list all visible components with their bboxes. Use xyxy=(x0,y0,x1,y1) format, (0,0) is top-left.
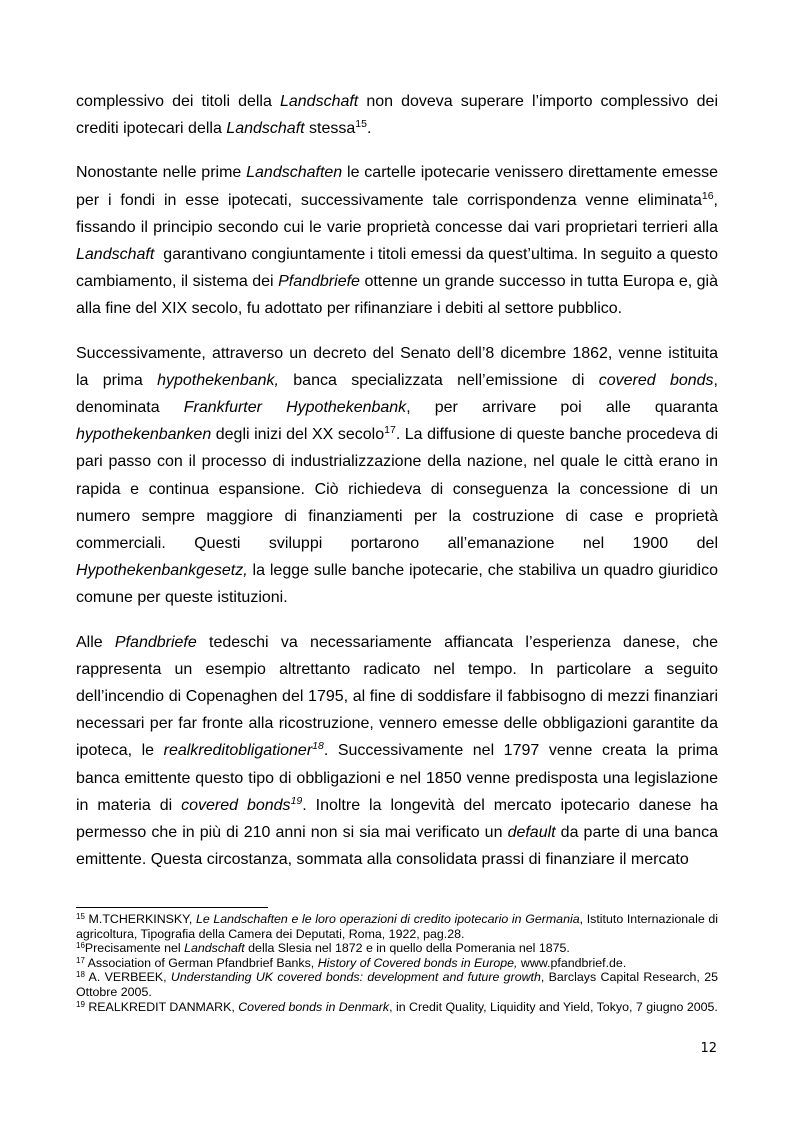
paragraph-4 xyxy=(76,629,718,874)
text-run: A. VERBEEK, xyxy=(84,970,171,985)
italic-term: hypothekenbanken xyxy=(76,426,212,444)
italic-term: Landschaft xyxy=(279,93,359,110)
text-run: , fissando il principio secondo cui le varie proprietà concesse dai vari proprietari terrieri alla xyxy=(76,191,718,236)
text-run: , Barclays Capital Research, 25 Ottobre 2005. xyxy=(76,970,718,999)
footnote-15 xyxy=(76,912,718,941)
text-run: degli inizi del XX secolo xyxy=(211,426,385,444)
text-run: tedeschi va necessariamente affiancata l’esperienza danese, che rappresenta un esempio altrettanto radicato nel tempo. In particolare a seguito dell’incendio di Copenaghen del 1795, al fine di soddisfare il fabbisogno di mezzi finanziari necessari per far fronte alla ricostruzione, vennero emesse delle obbligazioni garantite da ipoteca, le xyxy=(76,633,718,760)
italic-title: Understanding UK covered bonds: development and future growth xyxy=(170,970,541,985)
footnote-number: 19 xyxy=(76,999,85,1009)
italic-term: realkreditobligationer xyxy=(163,742,313,760)
text-run: M.TCHERKINSKY, xyxy=(84,912,196,926)
footnote-ref: 16 xyxy=(701,189,714,202)
paragraph-2 xyxy=(76,159,723,322)
main-text xyxy=(76,88,723,890)
footnote-19 xyxy=(76,1000,718,1015)
text-run: Nonostante nelle prime xyxy=(76,164,247,182)
italic-title: History of Covered bonds in Europe, xyxy=(317,955,518,970)
italic-term: Frankfurter Hypothekenbank xyxy=(183,399,407,417)
italic-term: hypothekenbank, xyxy=(157,371,279,389)
text-run: Precisamente nel xyxy=(84,941,185,956)
text-run: non doveva superare l’importo complessivo dei crediti ipotecari della xyxy=(76,93,719,138)
italic-title: Covered bonds in Denmark xyxy=(238,999,390,1014)
text-run: Alle xyxy=(76,633,115,651)
paragraph-1 xyxy=(76,88,718,142)
italic-term: Landschaften xyxy=(246,164,343,182)
paragraph-3 xyxy=(76,340,718,612)
text-run: banca specializzata nell’emissione di xyxy=(278,371,599,389)
text-run: REALKREDIT DANMARK, xyxy=(84,999,239,1014)
text-run: la legge sulle banche ipotecarie, che stabiliva un quadro giuridico comune per queste istituzioni. xyxy=(76,562,718,607)
italic-term: Pfandbriefe xyxy=(114,633,197,651)
footnote-number: 15 xyxy=(76,912,85,921)
text-run: ottenne un grande successo in tutta Europa e, già alla fine del XIX secolo, fu adottato per rifinanziare i debiti al settore pubblico. xyxy=(76,273,719,318)
text-run: da parte di una banca emittente. Questa circostanza, sommata alla consolidata prassi di finanziare il mercato xyxy=(76,824,719,869)
text-run: stessa xyxy=(304,120,356,138)
footnotes xyxy=(76,912,718,1014)
italic-term: Landschaft xyxy=(226,120,305,138)
text-run: complessivo dei titoli della xyxy=(76,93,280,110)
footnote-ref: 18 xyxy=(312,740,324,753)
text-run: . Successivamente nel 1797 venne creata la prima banca emittente questo tipo di obbligazioni e nel 1850 venne predisposta una legislazione in materia di xyxy=(76,742,719,814)
footnote-number: 17 xyxy=(76,955,85,965)
footnote-ref: 19 xyxy=(290,794,303,807)
footnote-ref: 17 xyxy=(384,424,396,437)
text-run: . La diffusione di queste banche procedeva di pari passo con il processo di industrializzazione della nazione, nel quale le città erano in rapida e continua espansione. Ciò richiedeva di conseguenza la concessione di un numero sempre maggiore di finanziamenti per la costruzione di case e proprietà commerciali. Questi sviluppi portarono all’emanazione nel 1900 del xyxy=(76,426,719,553)
italic-term: Pfandbriefe xyxy=(278,273,360,291)
footnote-18 xyxy=(76,970,718,999)
italic-title: Le Landschaften e le loro operazioni di credito ipotecario in Germania xyxy=(195,912,580,926)
italic-term: Landschaft xyxy=(76,246,155,264)
text-run: le cartelle ipotecarie venissero direttamente emesse per i fondi in esse ipotecati, successivamente tale corrispondenza venne eliminata xyxy=(76,164,718,209)
text-run: Association of German Pfandbrief Banks, xyxy=(84,955,318,970)
text-run: garantivano congiuntamente i titoli emessi da quest’ultima. In seguito a questo cambiamento, il sistema dei xyxy=(76,246,723,291)
italic-term: Hypothekenbankgesetz, xyxy=(76,562,248,580)
footnote-number: 16 xyxy=(76,941,85,951)
text-run: Successivamente, attraverso un decreto del Senato dell’8 dicembre 1862, venne istituita la prima xyxy=(76,344,718,389)
footnote-16 xyxy=(76,941,718,956)
text-run: www.pfandbrief.de. xyxy=(517,955,627,970)
text-run: . xyxy=(366,120,372,138)
footnote-ref: 15 xyxy=(355,118,367,131)
footnote-17 xyxy=(76,956,718,971)
text-run: . Inoltre la longevità del mercato ipotecario danese ha permesso che in più di 210 anni non si sia mai verificato un xyxy=(76,796,719,842)
italic-title: Landschaft xyxy=(184,941,245,956)
italic-term: default xyxy=(507,824,556,842)
text-run: , denominata xyxy=(76,371,718,417)
italic-term: covered bonds xyxy=(598,371,714,389)
page-number: 12 xyxy=(700,1041,717,1056)
footnote-separator xyxy=(76,907,268,908)
footnote-number: 18 xyxy=(76,970,85,980)
text-run: , in Credit Quality, Liquidity and Yield, Tokyo, 7 giugno 2005. xyxy=(389,999,718,1014)
text-run: , Istituto Internazionale di agricoltura, Tipografia della Camera dei Deputati, Roma, 1922, pag.28. xyxy=(76,912,719,941)
italic-term: covered bonds xyxy=(181,796,291,814)
text-run: della Slesia nel 1872 e in quello della Pomerania nel 1875. xyxy=(244,941,570,956)
text-run: , per arrivare poi alle quaranta xyxy=(406,399,718,417)
